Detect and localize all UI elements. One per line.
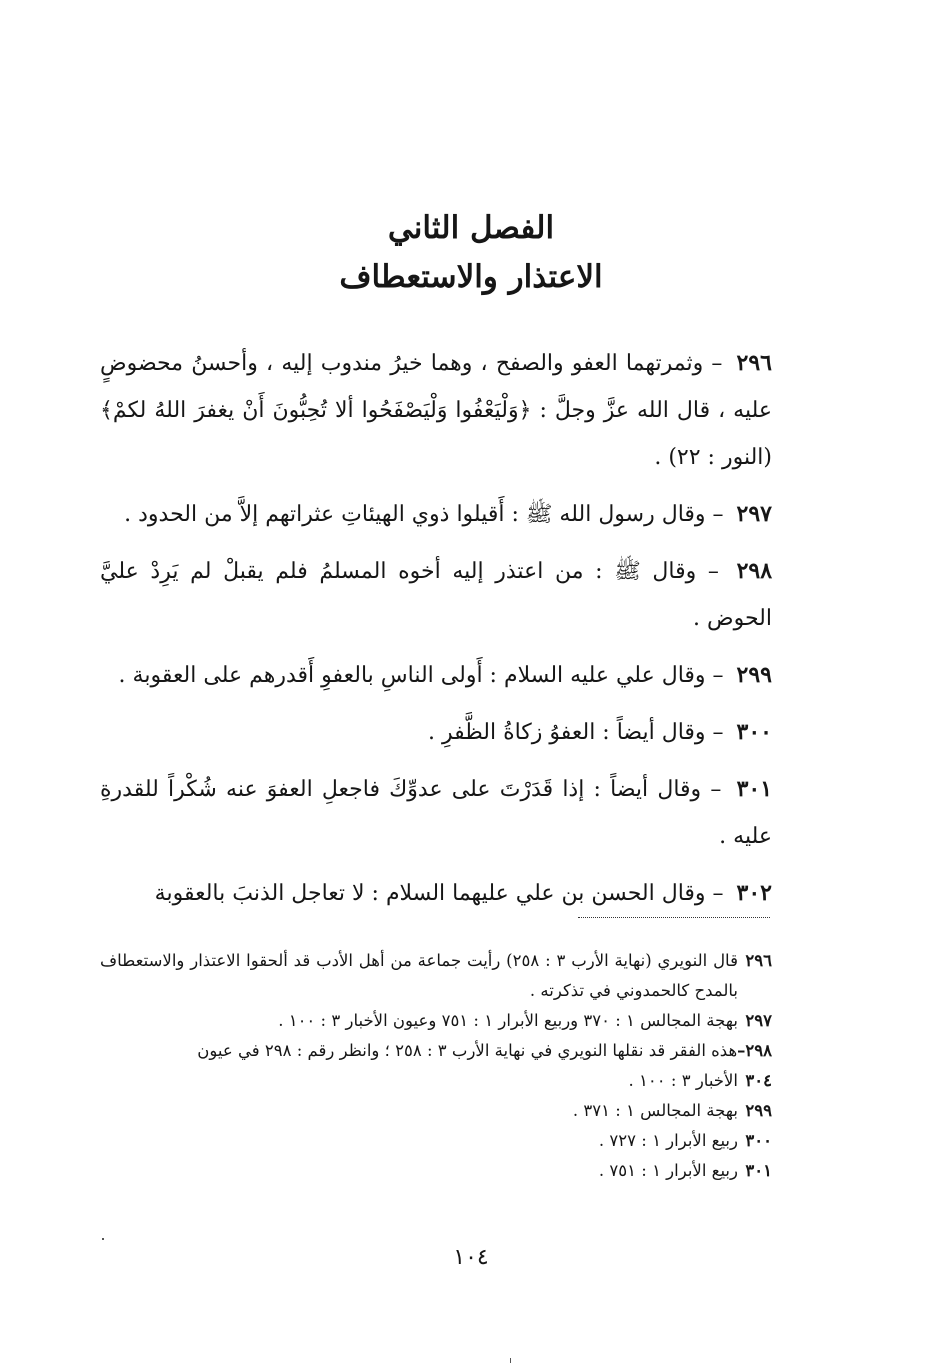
chapter-title: الفصل الثاني <box>387 210 555 246</box>
page-number: ١٠٤ <box>453 1245 489 1270</box>
paragraph-number: ٢٩٧ <box>736 501 772 527</box>
paragraph-number: ٢٩٨ <box>736 558 773 584</box>
footnote-number: ٢٩٩ <box>745 1101 772 1120</box>
footnote-number: ٢٩٨– <box>737 1041 772 1060</box>
paragraph <box>100 548 772 642</box>
footnotes <box>100 946 772 1186</box>
paragraph-text: – وقال رسول الله ﷺ : أَقيلوا ذوي الهيئاتِ عثراتهم إلاَّ من الحدود . <box>124 502 724 527</box>
footnote <box>100 1036 772 1066</box>
footnote <box>100 946 772 1006</box>
footnote <box>100 1066 772 1096</box>
paragraph-number: ٣٠٠ <box>736 719 772 745</box>
paragraph-text: – وقال أيضاً : إذا قَدَرْتَ على عدوِّكَ فاجعلِ العفوَ عنه شُكْراً للقدرةِ عليه . <box>100 777 772 849</box>
footnote-text: قال النويري (نهاية الأرب ٣ : ٢٥٨) رأيت جماعة من أهل الأدب قد ألحقوا الاعتذار والاستعطاف بالمدح كالحمدوني في تذكرته . <box>100 951 738 1000</box>
footnote-text: بهجة المجالس ١ : ٣٧٠ وربيع الأبرار ١ : ٧٥١ وعيون الأخبار ٣ : ١٠٠ . <box>278 1011 738 1030</box>
paragraph-text: – وقال أيضاً : العفوُ زكاةُ الظَّفرِ . <box>427 720 724 745</box>
footnote-text: الأخبار ٣ : ١٠٠ . <box>628 1071 738 1090</box>
footnote-number: ٣٠١ <box>745 1161 772 1180</box>
paragraph-text: – وثمرتهما العفو والصفح ، وهما خيرُ مندوب إليه ، وأحسنُ محضوضٍ عليه ، قال الله عزَّ وجلَّ : ﴿وَلْيَعْفُوا وَلْيَصْفَحُوا ألا تُحِبُّونَ أَنْ يغفرَ اللهُ لكمْ﴾ (النور : ٢٢) . <box>100 351 772 470</box>
footnote-number: ٢٩٧ <box>745 1011 772 1030</box>
footnote-number: ٣٠٤ <box>745 1071 772 1090</box>
paragraph <box>100 652 772 699</box>
footnote-text: بهجة المجالس ١ : ٣٧١ . <box>572 1101 738 1120</box>
paragraph-number: ٢٩٩ <box>736 662 772 688</box>
paragraph-text: – وقال الحسن بن علي عليهما السلام : لا تعاجل الذنبَ بالعقوبة <box>154 881 724 906</box>
footnote-text: ربيع الأبرار ١ : ٧٥١ . <box>598 1161 738 1180</box>
paragraph <box>100 709 772 756</box>
paragraph-number: ٣٠١ <box>736 776 773 802</box>
footnote <box>100 1006 772 1036</box>
paragraph-number: ٢٩٦ <box>736 350 772 376</box>
footnote <box>100 1156 772 1186</box>
footnote-text: ربيع الأبرار ١ : ٧٢٧ . <box>598 1131 738 1150</box>
scan-speck <box>510 1358 511 1363</box>
paragraph <box>100 766 772 860</box>
footnote <box>100 1126 772 1156</box>
footnote-text: هذه الفقر قد نقلها النويري في نهاية الأرب ٣ : ٢٥٨ ؛ وانظر رقم : ٢٩٨ في عيون <box>197 1041 738 1060</box>
chapter-subtitle: الاعتذار والاستعطاف <box>339 259 603 295</box>
paragraph <box>100 491 772 538</box>
paragraph <box>100 340 772 481</box>
footnote-number: ٣٠٠ <box>745 1131 772 1150</box>
footnote-separator <box>578 917 770 918</box>
footnote-number: ٢٩٦ <box>745 951 772 970</box>
paragraph-text: – وقال ﷺ : من اعتذر إليه أخوه المسلمُ فلم يقبلْ لم يَرِدْ عليَّ الحوض . <box>100 559 772 631</box>
paragraph-text: – وقال علي عليه السلام : أَولى الناسِ بالعفوِ أَقدرهم على العقوبة . <box>118 663 724 688</box>
scan-speck <box>102 1238 104 1240</box>
footnote <box>100 1096 772 1126</box>
main-text <box>100 340 772 927</box>
paragraph <box>100 870 772 917</box>
paragraph-number: ٣٠٢ <box>736 880 772 906</box>
